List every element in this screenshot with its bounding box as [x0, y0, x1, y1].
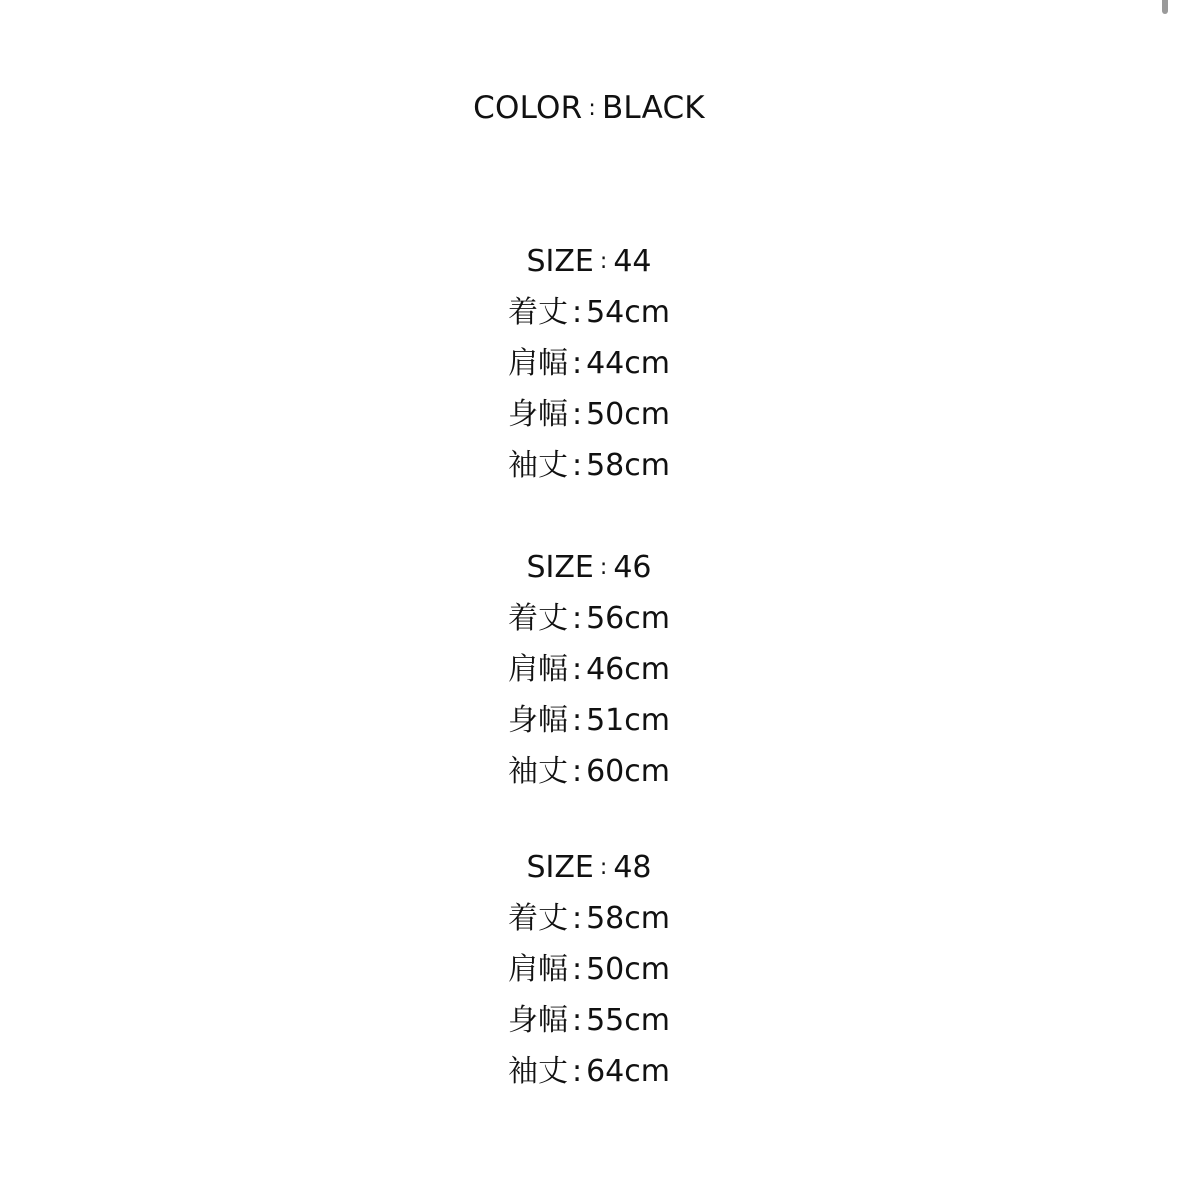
color-line — [0, 88, 1178, 129]
measurement-name: 着丈 — [507, 601, 568, 636]
colon-separator: : — [571, 1054, 583, 1089]
size-block-48 — [0, 842, 1178, 1097]
measurement-row — [0, 944, 1178, 995]
colon-separator: : — [571, 952, 583, 987]
colon-separator: : — [571, 601, 583, 636]
measurement-row — [0, 893, 1178, 944]
measurement-row — [0, 287, 1178, 338]
colon-separator: : — [571, 652, 583, 687]
size-block-44 — [0, 236, 1178, 491]
size-value: 46 — [613, 550, 652, 585]
size-label: SIZE — [526, 550, 594, 585]
colon-separator: : — [599, 249, 608, 274]
measurement-name: 袖丈 — [507, 448, 568, 483]
measurement-name: 袖丈 — [507, 754, 568, 789]
measurement-value: 50cm — [586, 952, 670, 987]
measurement-value: 58cm — [586, 901, 670, 936]
measurement-name: 肩幅 — [507, 346, 568, 381]
colon-separator: : — [571, 901, 583, 936]
colon-separator: : — [571, 295, 583, 330]
measurement-name: 肩幅 — [507, 652, 568, 687]
measurement-row — [0, 338, 1178, 389]
measurement-name: 身幅 — [507, 397, 568, 432]
measurement-row — [0, 695, 1178, 746]
measurement-name: 身幅 — [507, 703, 568, 738]
measurement-value: 51cm — [586, 703, 670, 738]
size-value: 48 — [613, 850, 652, 885]
colon-separator: : — [599, 855, 608, 880]
size-heading — [0, 236, 1178, 287]
measurement-row — [0, 1046, 1178, 1097]
colon-separator: : — [571, 754, 583, 789]
colon-separator: : — [599, 555, 608, 580]
size-label: SIZE — [526, 850, 594, 885]
colon-separator: : — [571, 703, 583, 738]
colon-separator: : — [588, 96, 596, 121]
measurement-row — [0, 746, 1178, 797]
color-value: BLACK — [601, 90, 705, 126]
measurement-name: 着丈 — [507, 295, 568, 330]
size-heading — [0, 842, 1178, 893]
measurement-name: 肩幅 — [507, 952, 568, 987]
measurement-row — [0, 389, 1178, 440]
size-value: 44 — [613, 244, 652, 279]
measurement-value: 44cm — [586, 346, 670, 381]
measurement-row — [0, 995, 1178, 1046]
measurement-row — [0, 440, 1178, 491]
measurement-value: 56cm — [586, 601, 670, 636]
measurement-value: 54cm — [586, 295, 670, 330]
measurement-value: 58cm — [586, 448, 670, 483]
size-label: SIZE — [526, 244, 594, 279]
colon-separator: : — [571, 1003, 583, 1038]
size-block-46 — [0, 542, 1178, 797]
size-heading — [0, 542, 1178, 593]
colon-separator: : — [571, 397, 583, 432]
measurement-row — [0, 644, 1178, 695]
measurement-name: 着丈 — [507, 901, 568, 936]
measurement-value: 64cm — [586, 1054, 670, 1089]
scroll-indicator[interactable] — [1162, 0, 1168, 14]
measurement-value: 60cm — [586, 754, 670, 789]
measurement-value: 46cm — [586, 652, 670, 687]
measurement-name: 袖丈 — [507, 1054, 568, 1089]
colon-separator: : — [571, 346, 583, 381]
measurement-row — [0, 593, 1178, 644]
measurement-value: 50cm — [586, 397, 670, 432]
colon-separator: : — [571, 448, 583, 483]
color-label: COLOR — [473, 90, 583, 126]
measurement-name: 身幅 — [507, 1003, 568, 1038]
measurement-value: 55cm — [586, 1003, 670, 1038]
